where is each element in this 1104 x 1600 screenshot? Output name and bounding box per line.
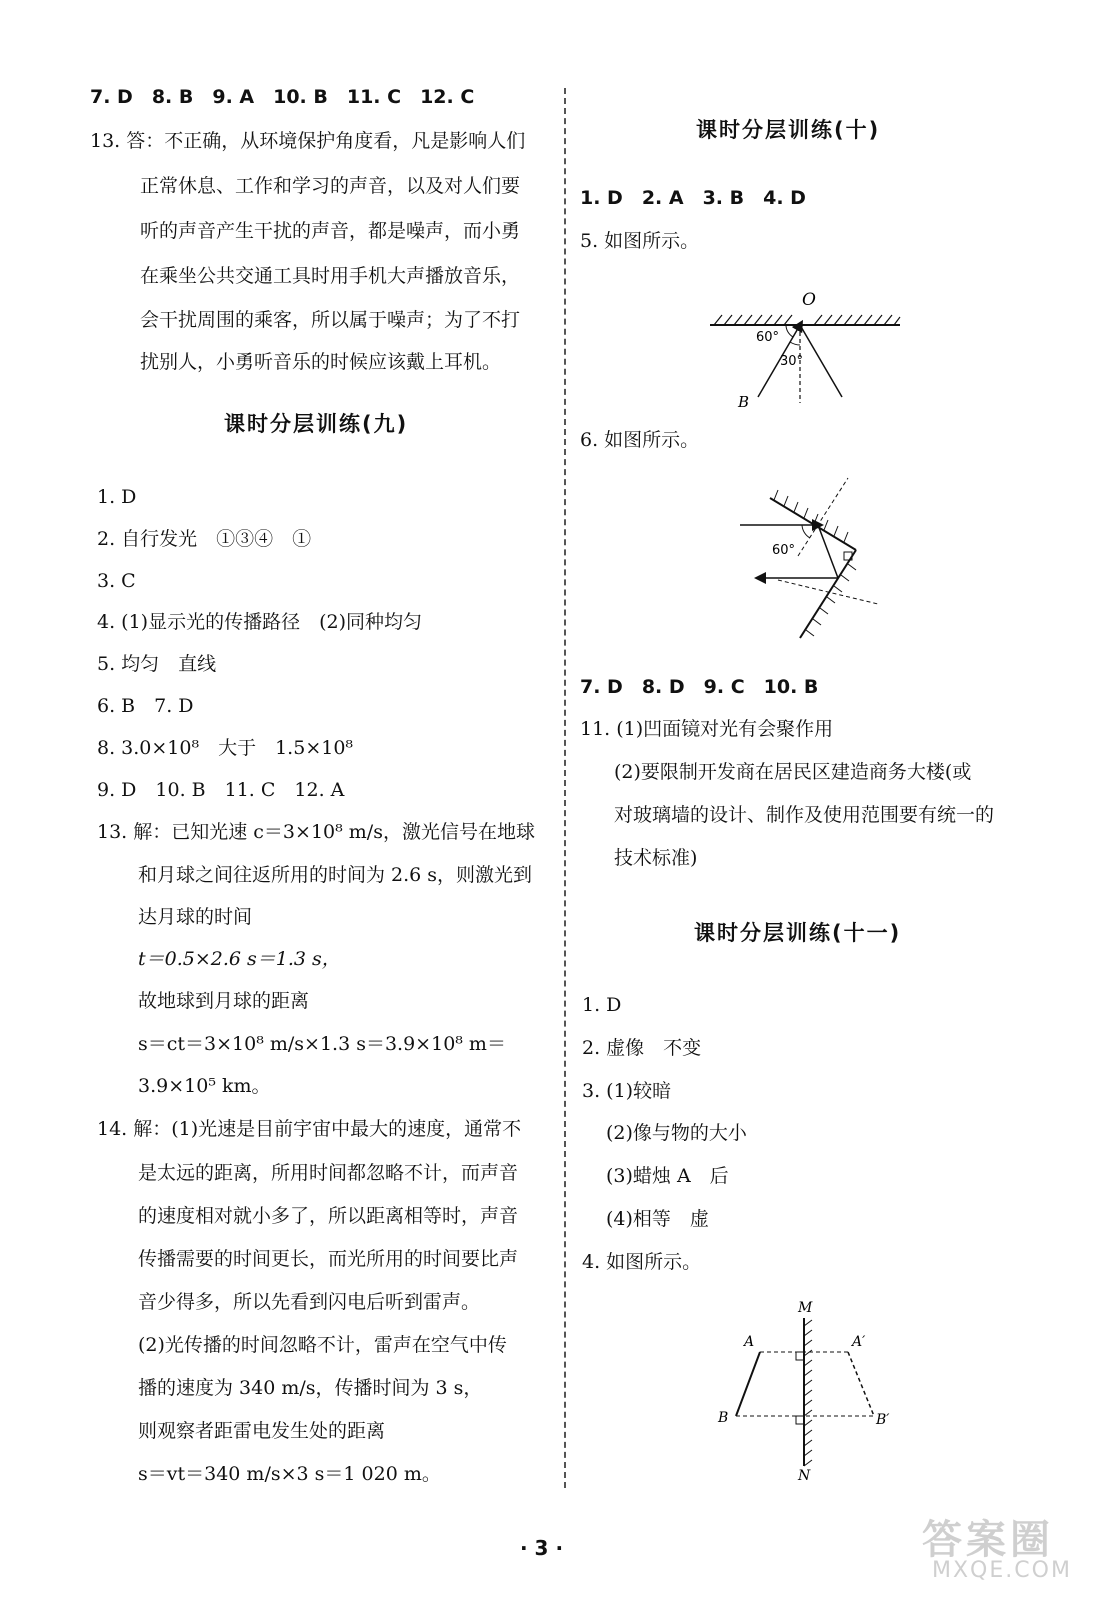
s9-answer-14-line-8: 则观察者距雷电发生处的距离	[138, 1420, 386, 1442]
label-m: M	[798, 1300, 813, 1316]
normal-upper	[798, 478, 848, 556]
answer-13-line-2: 正常休息、工作和学习的声音，以及对人们要	[140, 175, 521, 197]
label-b: B	[738, 393, 750, 411]
s9-answer-13-line-5: 故地球到月球的距离	[138, 990, 310, 1012]
section-title-10: 课时分层训练(十)	[696, 118, 881, 142]
s9-answer-9-12: 9. D 10. B 11. C 12. A	[97, 779, 345, 801]
s10-answer-11-line-2: (2)要限制开发商在居民区建造商务大楼(或	[614, 761, 972, 783]
s9-answer-3: 3. C	[97, 570, 136, 592]
s9-answer-5: 5. 均匀 直线	[97, 653, 217, 675]
s9-answer-14-line-1: 14. 解：(1)光速是目前宇宙中最大的速度，通常不	[97, 1118, 522, 1140]
s9-answer-14-line-3: 的速度相对就小多了，所以距离相等时，声音	[138, 1205, 519, 1227]
object-ab	[736, 1352, 760, 1416]
mirror-hatching	[804, 1320, 812, 1466]
answer-13-line-1: 13. 答：不正确，从环境保护角度看，凡是影响人们	[90, 130, 526, 152]
s9-answer-8: 8. 3.0×10⁸ 大于 1.5×10⁸	[97, 737, 354, 759]
label-a: A	[744, 1334, 755, 1350]
s10-answer-1-4: 1. D 2. A 3. B 4. D	[580, 187, 806, 209]
s9-answer-14-line-5: 音少得多，所以先看到闪电后听到雷声。	[138, 1291, 481, 1313]
s10-answer-7-10: 7. D 8. D 9. C 10. B	[580, 676, 819, 698]
s9-answer-14-line-4: 传播需要的时间更长，而光所用的时间要比声	[138, 1248, 519, 1270]
label-a-prime: A′	[852, 1334, 866, 1350]
s9-answer-6-7: 6. B 7. D	[97, 695, 194, 717]
angle-arc-30	[790, 342, 800, 345]
s10-answer-11-line-3: 对玻璃墙的设计、制作及使用范围要有统一的	[614, 804, 995, 826]
label-angle-30: 30°	[780, 354, 804, 369]
s9-answer-2: 2. 自行发光 ①③④ ①	[97, 528, 312, 550]
label-angle-60: 60°	[772, 543, 796, 558]
section-title-9: 课时分层训练(九)	[224, 412, 409, 436]
reflection-diagram-q6	[738, 478, 888, 648]
s10-answer-11-line-1: 11. (1)凹面镜对光有会聚作用	[580, 718, 834, 740]
mirror-lower-hatching	[806, 564, 856, 636]
label-b-prime: B′	[876, 1412, 890, 1428]
s11-answer-4: 4. 如图所示。	[582, 1251, 702, 1273]
s11-answer-2: 2. 虚像 不变	[582, 1037, 702, 1059]
s11-answer-3-line-4: (4)相等 虚	[606, 1208, 709, 1230]
s9-answer-13-line-2: 和月球之间往返所用的时间为 2.6 s，则激光到	[138, 864, 533, 886]
plane-mirror-diagram	[712, 1300, 902, 1484]
normal-lower	[778, 580, 878, 604]
s9-answer-13-line-7: 3.9×10⁵ km。	[138, 1075, 271, 1097]
label-o: O	[802, 290, 816, 310]
mirror-lower	[800, 550, 856, 638]
angle-arc-60	[786, 325, 793, 337]
label-b: B	[718, 1410, 729, 1426]
section-title-11: 课时分层训练(十一)	[694, 921, 902, 945]
angle-arc	[802, 525, 810, 538]
s9-answer-13-line-6: s＝ct＝3×10⁸ m/s×1.3 s＝3.9×10⁸ m＝	[138, 1033, 506, 1055]
s11-answer-3-line-1: 3. (1)较暗	[582, 1080, 672, 1102]
watermark-logo	[912, 1508, 1092, 1592]
image-ab	[848, 1352, 874, 1416]
watermark-sub-text: MXQE.COM	[932, 1558, 1072, 1583]
s9-answer-14-line-9: s＝vt＝340 m/s×3 s＝1 020 m。	[138, 1463, 441, 1485]
s10-answer-11-line-4: 技术标准)	[614, 847, 698, 869]
s11-answer-3-line-2: (2)像与物的大小	[606, 1122, 747, 1144]
s9-answer-14-line-2: 是太远的距离，所用时间都忽略不计，而声音	[138, 1162, 519, 1184]
answer-13-line-5: 会干扰周围的乘客，所以属于噪声；为了不打	[140, 309, 521, 331]
reflected-ray	[800, 325, 842, 397]
mirror-upper-hatching	[774, 490, 848, 542]
s10-answer-5: 5. 如图所示。	[580, 230, 700, 252]
reflection-diagram-q5	[700, 285, 910, 410]
s9-answer-4: 4. (1)显示光的传播路径 (2)同种均匀	[97, 611, 422, 633]
answer-line-7-12: 7. D 8. B 9. A 10. B 11. C 12. C	[90, 86, 475, 108]
s9-answer-14-line-6: (2)光传播的时间忽略不计，雷声在空气中传	[138, 1334, 507, 1356]
answer-13-line-6: 扰别人，小勇听音乐的时候应该戴上耳机。	[140, 351, 502, 373]
s9-answer-13-line-3: 达月球的时间	[138, 906, 253, 928]
label-n: N	[798, 1468, 811, 1484]
answer-13-line-3: 听的声音产生干扰的声音，都是噪声，而小勇	[140, 220, 521, 242]
s11-answer-1: 1. D	[582, 994, 622, 1016]
s10-answer-6: 6. 如图所示。	[580, 429, 700, 451]
s11-answer-3-line-3: (3)蜡烛 A 后	[606, 1165, 729, 1187]
s9-answer-1: 1. D	[97, 486, 137, 508]
page-number: · 3 ·	[520, 1536, 564, 1560]
s9-answer-13-line-1: 13. 解：已知光速 c＝3×10⁸ m/s，激光信号在地球	[97, 821, 535, 843]
s9-answer-14-line-7: 播的速度为 340 m/s，传播时间为 3 s，	[138, 1377, 483, 1399]
s9-answer-13-line-4: t＝0.5×2.6 s＝1.3 s，	[138, 948, 341, 970]
right-angle-mark-b	[796, 1416, 804, 1424]
column-divider	[564, 88, 566, 1488]
watermark-main-text: 答案圈	[922, 1517, 1054, 1563]
answer-13-line-4: 在乘坐公共交通工具时用手机大声播放音乐，	[140, 265, 521, 287]
label-angle-60: 60°	[756, 330, 780, 345]
right-angle-mark-a	[796, 1352, 804, 1360]
mirror-hatching	[714, 315, 900, 325]
